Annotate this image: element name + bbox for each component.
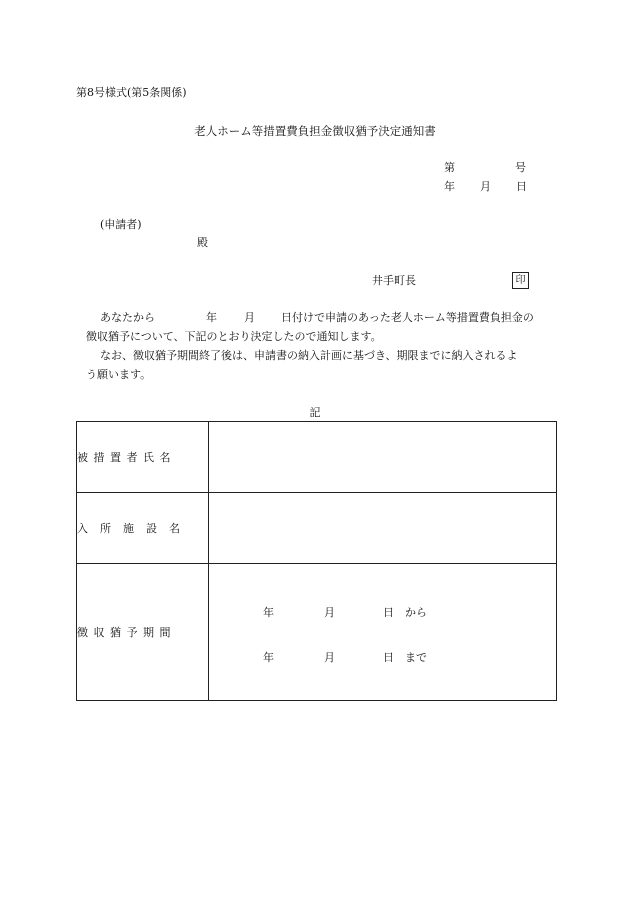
seal-stamp-box: 印: [512, 272, 529, 289]
body-line1-rest: 日付けで申請のあった老人ホーム等措置費負担金の: [281, 311, 534, 324]
start-year: 年: [263, 606, 274, 619]
period-field[interactable]: [209, 564, 557, 701]
ki-heading: 記: [309, 406, 321, 419]
body-note-line2: う願います。: [86, 368, 152, 381]
issue-date-year: 年: [444, 180, 455, 193]
body-note-line1: なお、徴収猶予期間終了後は、申請書の納入計画に基づき、期限までに納入されるよ: [100, 349, 518, 362]
table-row: [77, 564, 557, 701]
doc-number-suffix: 号: [515, 161, 526, 174]
table-row: [77, 422, 557, 493]
issue-date-day: 日: [516, 180, 527, 193]
form-number: 第8号様式(第5条関係): [76, 86, 187, 99]
end-suffix: まで: [405, 651, 427, 664]
recipient-name-field[interactable]: [209, 422, 557, 493]
end-month: 月: [324, 651, 335, 664]
start-suffix: から: [405, 606, 427, 619]
start-month: 月: [324, 606, 335, 619]
label-text: 被措置者氏名: [77, 451, 176, 464]
body-line2: 徴収猶予について、下記のとおり決定したので通知します。: [86, 330, 382, 343]
row-label-period: [77, 564, 209, 701]
end-day: 日: [383, 651, 394, 664]
start-day: 日: [383, 606, 394, 619]
row-label-facility: [77, 493, 209, 564]
label-text: 入所施設名: [77, 522, 192, 535]
facility-name-field[interactable]: [209, 493, 557, 564]
body-month: 月: [244, 311, 255, 324]
sender-name: 井手町長: [372, 274, 416, 287]
body-intro: あなたから: [100, 311, 155, 324]
row-label-recipient: [77, 422, 209, 493]
table-row: [77, 493, 557, 564]
applicant-label: (申請者): [100, 218, 142, 231]
body-year: 年: [206, 311, 217, 324]
document-title: 老人ホーム等措置費負担金徴収猶予決定通知書: [194, 124, 436, 138]
issue-date-month: 月: [480, 180, 491, 193]
end-year: 年: [263, 651, 274, 664]
label-text: 徴収猶予期間: [77, 626, 176, 639]
addressee-honorific: 殿: [197, 236, 208, 249]
detail-table: [76, 421, 557, 701]
doc-number-prefix: 第: [444, 161, 455, 174]
